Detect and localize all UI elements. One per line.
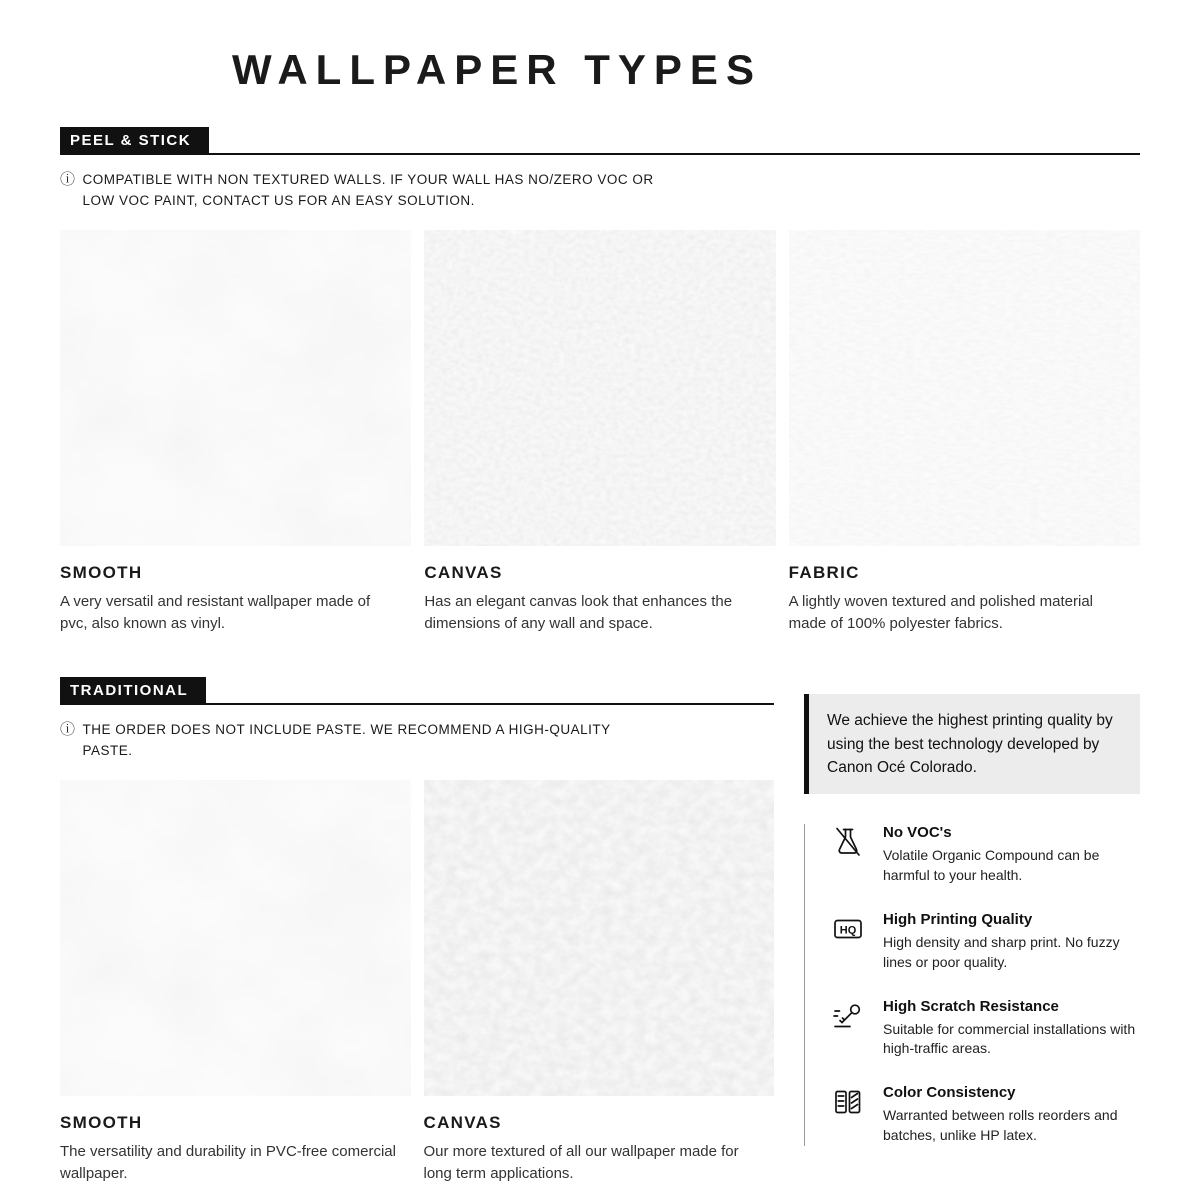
traditional-note xyxy=(60,720,660,762)
feature-color-consistency xyxy=(830,1084,1140,1146)
swatch-caption xyxy=(60,563,411,635)
swatch-description: The versatility and durability in PVC-free comercial wallpaper. xyxy=(60,1143,396,1182)
smooth-texture-image xyxy=(60,230,411,546)
peel-stick-swatch-row xyxy=(60,230,1140,635)
feature-text xyxy=(883,998,1140,1060)
section-head-peel-stick xyxy=(60,128,1140,155)
traditional-swatch-row xyxy=(60,780,774,1185)
feature-text xyxy=(883,911,1140,973)
info-icon: ⓘ xyxy=(60,171,76,188)
key-scratch-icon xyxy=(830,998,870,1060)
section-peel-stick xyxy=(60,128,1140,634)
feature-description: Warranted between rolls reorders and batches, unlike HP latex. xyxy=(883,1107,1118,1144)
section-label-peel-stick: PEEL & STICK xyxy=(60,127,209,154)
feature-description: High density and sharp print. No fuzzy lines or poor quality. xyxy=(883,933,1120,970)
canvas-texture-image xyxy=(424,230,775,546)
peel-stick-note-text: COMPATIBLE WITH NON TEXTURED WALLS. IF YOUR WALL HAS NO/ZERO VOC OR LOW VOC PAINT, CONTACT US FOR AN EASY SOLUTION. xyxy=(82,172,654,208)
section-traditional xyxy=(60,678,774,1184)
feature-high-printing-quality xyxy=(830,911,1140,973)
section-head-traditional xyxy=(60,678,774,705)
swatch-card-canvas xyxy=(424,230,775,635)
swatch-caption xyxy=(789,563,1140,635)
info-icon: ⓘ xyxy=(60,721,76,739)
swatch-description: A very versatil and resistant wallpaper made of pvc, also known as vinyl. xyxy=(60,592,371,632)
feature-no-voc xyxy=(830,824,1140,886)
quality-panel xyxy=(804,678,1140,1184)
feature-title: High Printing Quality xyxy=(883,910,1033,928)
quality-statement: We achieve the highest printing quality by using the best technology developed by Canon Océ Colorado. xyxy=(804,694,1140,794)
swatch-name: SMOOTH xyxy=(60,562,143,582)
feature-text xyxy=(883,824,1140,886)
feature-description: Volatile Organic Compound can be harmful to your health. xyxy=(883,847,1100,883)
svg-text:HQ: HQ xyxy=(839,924,857,937)
smooth-texture-image xyxy=(60,780,411,1096)
features-list xyxy=(804,824,1140,1146)
swatch-description: Our more textured of all our wallpaper made for long term applications. xyxy=(423,1143,739,1182)
fabric-texture-image xyxy=(789,230,1140,546)
swatch-card-smooth xyxy=(60,230,411,635)
feature-text xyxy=(883,1084,1140,1146)
page-title: WALLPAPER TYPES xyxy=(232,46,762,93)
swatch-card-fabric xyxy=(789,230,1140,635)
hq-badge-icon xyxy=(830,911,870,973)
swatch-card-smooth xyxy=(60,780,411,1185)
no-voc-icon xyxy=(830,824,870,886)
feature-high-scratch-resistance xyxy=(830,998,1140,1060)
feature-title: High Scratch Resistance xyxy=(883,997,1059,1015)
feature-title: No VOC's xyxy=(883,824,952,842)
swatch-name: CANVAS xyxy=(424,562,503,582)
section-label-traditional: TRADITIONAL xyxy=(60,677,206,704)
feature-description: Suitable for commercial installations with high-traffic areas. xyxy=(883,1020,1136,1057)
bottom-area xyxy=(60,678,1140,1184)
swatch-name: FABRIC xyxy=(788,562,860,582)
traditional-note-text: THE ORDER DOES NOT INCLUDE PASTE. WE RECOMMEND A HIGH-QUALITY PASTE. xyxy=(82,722,611,759)
swatch-caption xyxy=(60,1113,411,1185)
swatch-name: CANVAS xyxy=(423,1113,502,1133)
swatch-description: Has an elegant canvas look that enhances the dimensions of any wall and space. xyxy=(424,592,733,632)
swatch-caption xyxy=(424,1113,775,1185)
canvas-texture-image xyxy=(424,780,775,1096)
color-swatches-icon xyxy=(830,1084,870,1146)
swatch-name: SMOOTH xyxy=(60,1113,143,1133)
swatch-card-canvas xyxy=(424,780,775,1185)
title-row xyxy=(60,0,1140,128)
feature-title: Color Consistency xyxy=(883,1084,1016,1102)
peel-stick-note xyxy=(60,170,660,212)
swatch-caption xyxy=(424,563,775,635)
swatch-description: A lightly woven textured and polished material made of 100% polyester fabrics. xyxy=(788,592,1093,632)
